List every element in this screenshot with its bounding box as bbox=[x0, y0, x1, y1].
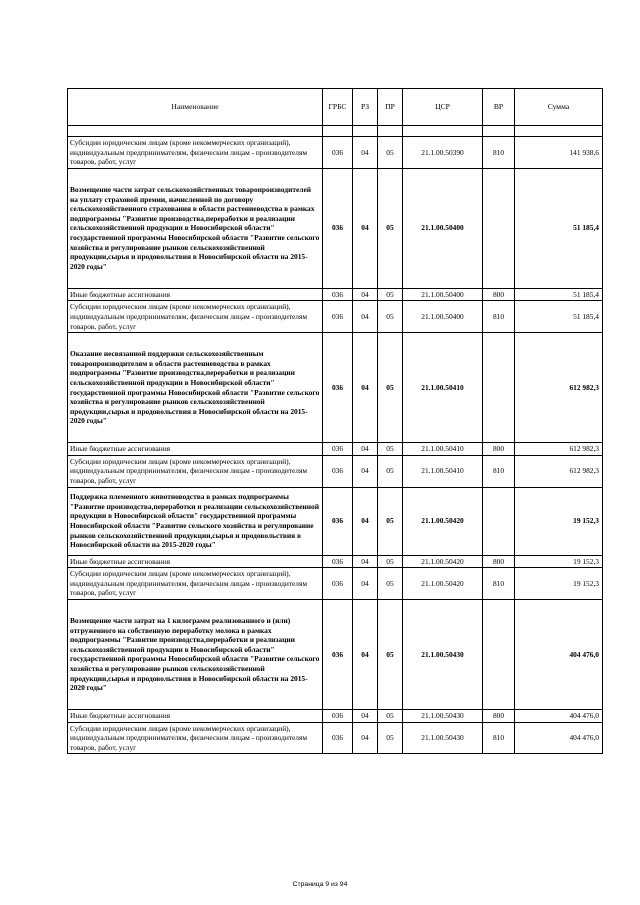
cell-sum: 404 476,0 bbox=[515, 599, 603, 709]
cell-grbs: 036 bbox=[323, 443, 353, 456]
table-row bbox=[68, 333, 603, 443]
table-row bbox=[68, 487, 603, 555]
table-row bbox=[68, 709, 603, 722]
cell-name: Иные бюджетные ассигнования bbox=[68, 709, 323, 722]
cell-name: Субсидии юридическим лицам (кроме некоммерческих организаций), индивидуальным предпринимателям, физическим лицам - производителям товаров, работ, услуг bbox=[68, 455, 323, 487]
cell-csr: 21.1.00.50390 bbox=[403, 137, 483, 169]
cell-name: Субсидии юридическим лицам (кроме некоммерческих организаций), индивидуальным предпринимателям, физическим лицам - производителям товаров, работ, услуг bbox=[68, 568, 323, 600]
table-row bbox=[68, 301, 603, 333]
spacer-cell bbox=[403, 126, 483, 137]
cell-rz: 04 bbox=[353, 722, 378, 754]
cell-grbs: 036 bbox=[323, 599, 353, 709]
cell-vr bbox=[483, 487, 515, 555]
spacer-row bbox=[68, 126, 603, 137]
cell-sum: 404 476,0 bbox=[515, 722, 603, 754]
cell-sum: 51 185,4 bbox=[515, 301, 603, 333]
cell-grbs: 036 bbox=[323, 168, 353, 288]
spacer-cell bbox=[483, 126, 515, 137]
cell-rz: 04 bbox=[353, 168, 378, 288]
cell-grbs: 036 bbox=[323, 487, 353, 555]
cell-csr: 21.1.00.50410 bbox=[403, 443, 483, 456]
cell-grbs: 036 bbox=[323, 301, 353, 333]
cell-csr: 21.1.00.50410 bbox=[403, 455, 483, 487]
cell-rz: 04 bbox=[353, 555, 378, 568]
cell-rz: 04 bbox=[353, 301, 378, 333]
cell-rz: 04 bbox=[353, 599, 378, 709]
table-row bbox=[68, 288, 603, 301]
table-row bbox=[68, 455, 603, 487]
cell-vr: 800 bbox=[483, 709, 515, 722]
cell-pr: 05 bbox=[378, 455, 403, 487]
cell-sum: 612 982,3 bbox=[515, 333, 603, 443]
cell-sum: 612 982,3 bbox=[515, 455, 603, 487]
cell-rz: 04 bbox=[353, 443, 378, 456]
cell-name: Возмещение части затрат на 1 килограмм реализованного и (или) отгруженного на собственную переработку молока в рамках подпрограммы "Развитие производства,переработки и реализации сельскохозяйственной продукции в Новосибирской области" государственной программы Новосибирской области "Развитие сельского хозяйства и регулирование рынков сельскохозяйственной продукции,сырья и продовольствия в Новосибирской области на 2015-2020 годы" bbox=[68, 599, 323, 709]
cell-csr: 21.1.00.50420 bbox=[403, 568, 483, 600]
cell-sum: 51 185,4 bbox=[515, 288, 603, 301]
cell-vr bbox=[483, 599, 515, 709]
table-row bbox=[68, 568, 603, 600]
budget-table bbox=[67, 88, 603, 754]
cell-rz: 04 bbox=[353, 137, 378, 169]
cell-vr: 810 bbox=[483, 455, 515, 487]
cell-sum: 19 152,3 bbox=[515, 487, 603, 555]
cell-pr: 05 bbox=[378, 599, 403, 709]
cell-grbs: 036 bbox=[323, 555, 353, 568]
cell-rz: 04 bbox=[353, 333, 378, 443]
cell-rz: 04 bbox=[353, 487, 378, 555]
cell-rz: 04 bbox=[353, 709, 378, 722]
cell-vr bbox=[483, 333, 515, 443]
cell-sum: 19 152,3 bbox=[515, 568, 603, 600]
cell-name: Иные бюджетные ассигнования bbox=[68, 443, 323, 456]
cell-grbs: 036 bbox=[323, 709, 353, 722]
cell-csr: 21.1.00.50430 bbox=[403, 722, 483, 754]
cell-csr: 21.1.00.50420 bbox=[403, 555, 483, 568]
cell-name: Иные бюджетные ассигнования bbox=[68, 288, 323, 301]
cell-pr: 05 bbox=[378, 568, 403, 600]
cell-sum: 612 982,3 bbox=[515, 443, 603, 456]
table-body bbox=[68, 126, 603, 754]
cell-name: Субсидии юридическим лицам (кроме некоммерческих организаций), индивидуальным предпринимателям, физическим лицам - производителям товаров, работ, услуг bbox=[68, 301, 323, 333]
cell-vr: 800 bbox=[483, 555, 515, 568]
table-row bbox=[68, 137, 603, 169]
header-rz: РЗ bbox=[353, 89, 378, 126]
cell-rz: 04 bbox=[353, 568, 378, 600]
cell-csr: 21.1.00.50430 bbox=[403, 599, 483, 709]
cell-vr: 810 bbox=[483, 137, 515, 169]
table-row bbox=[68, 722, 603, 754]
spacer-cell bbox=[323, 126, 353, 137]
header-csr: ЦСР bbox=[403, 89, 483, 126]
cell-sum: 141 938,6 bbox=[515, 137, 603, 169]
cell-name: Возмещение части затрат сельскохозяйственных товаропроизводителей на уплату страховой премии, начисленной по договору сельскохозяйственного страхования в области растениеводства в рамках подпрограммы "Развитие производства,переработки и реализации сельскохозяйственной продукции в Новосибирской области" государственной программы Новосибирской области "Развитие сельского хозяйства и регулирование рынков сельскохозяйственной продукции,сырья и продовольствия в Новосибирской области на 2015-2020 годы" bbox=[68, 168, 323, 288]
cell-vr: 800 bbox=[483, 443, 515, 456]
cell-pr: 05 bbox=[378, 288, 403, 301]
header-vr: ВР bbox=[483, 89, 515, 126]
cell-name: Субсидии юридическим лицам (кроме некоммерческих организаций), индивидуальным предпринимателям, физическим лицам - производителям товаров, работ, услуг bbox=[68, 722, 323, 754]
table-row bbox=[68, 599, 603, 709]
page-number: Страница 9 из 94 bbox=[292, 881, 348, 888]
cell-vr: 800 bbox=[483, 288, 515, 301]
cell-sum: 51 185,4 bbox=[515, 168, 603, 288]
cell-rz: 04 bbox=[353, 288, 378, 301]
cell-name: Оказание несвязанной поддержки сельскохозяйственным товаропроизводителям в области растениеводства в рамках подпрограммы "Развитие производства,переработки и реализации сельскохозяйственной продукции в Новосибирской области" государственной программы Новосибирской области "Развитие сельского хозяйства и регулирование рынков сельскохозяйственной продукции,сырья и продовольствия в Новосибирской области на 2015-2020 годы" bbox=[68, 333, 323, 443]
table-row bbox=[68, 168, 603, 288]
cell-grbs: 036 bbox=[323, 137, 353, 169]
cell-csr: 21.1.00.50400 bbox=[403, 301, 483, 333]
table-row bbox=[68, 443, 603, 456]
cell-grbs: 036 bbox=[323, 333, 353, 443]
cell-vr bbox=[483, 168, 515, 288]
cell-csr: 21.1.00.50400 bbox=[403, 288, 483, 301]
table-header-row bbox=[68, 89, 603, 126]
spacer-cell bbox=[353, 126, 378, 137]
cell-grbs: 036 bbox=[323, 568, 353, 600]
cell-grbs: 036 bbox=[323, 288, 353, 301]
cell-csr: 21.1.00.50430 bbox=[403, 709, 483, 722]
header-name: Наименование bbox=[68, 89, 323, 126]
cell-vr: 810 bbox=[483, 722, 515, 754]
cell-name: Иные бюджетные ассигнования bbox=[68, 555, 323, 568]
cell-pr: 05 bbox=[378, 722, 403, 754]
spacer-cell bbox=[515, 126, 603, 137]
cell-sum: 19 152,3 bbox=[515, 555, 603, 568]
header-pr: ПР bbox=[378, 89, 403, 126]
cell-csr: 21.1.00.50410 bbox=[403, 333, 483, 443]
cell-rz: 04 bbox=[353, 455, 378, 487]
cell-sum: 404 476,0 bbox=[515, 709, 603, 722]
spacer-cell bbox=[68, 126, 323, 137]
cell-csr: 21.1.00.50420 bbox=[403, 487, 483, 555]
cell-name: Субсидии юридическим лицам (кроме некоммерческих организаций), индивидуальным предпринимателям, физическим лицам - производителям товаров, работ, услуг bbox=[68, 137, 323, 169]
cell-pr: 05 bbox=[378, 137, 403, 169]
cell-name: Поддержка племенного животноводства в рамках подпрограммы "Развитие производства,переработки и реализации сельскохозяйственной продукции в Новосибирской области" государственной программы Новосибирской области "Развитие сельского хозяйства и регулирование рынков сельскохозяйственной продукции,сырья и продовольствия в Новосибирской области на 2015-2020 годы" bbox=[68, 487, 323, 555]
cell-grbs: 036 bbox=[323, 455, 353, 487]
cell-vr: 810 bbox=[483, 301, 515, 333]
cell-pr: 05 bbox=[378, 555, 403, 568]
cell-vr: 810 bbox=[483, 568, 515, 600]
cell-pr: 05 bbox=[378, 709, 403, 722]
header-sum: Сумма bbox=[515, 89, 603, 126]
cell-pr: 05 bbox=[378, 301, 403, 333]
table-row bbox=[68, 555, 603, 568]
header-grbs: ГРБС bbox=[323, 89, 353, 126]
spacer-cell bbox=[378, 126, 403, 137]
cell-pr: 05 bbox=[378, 487, 403, 555]
cell-pr: 05 bbox=[378, 168, 403, 288]
cell-pr: 05 bbox=[378, 333, 403, 443]
cell-grbs: 036 bbox=[323, 722, 353, 754]
cell-csr: 21.1.00.50400 bbox=[403, 168, 483, 288]
cell-pr: 05 bbox=[378, 443, 403, 456]
